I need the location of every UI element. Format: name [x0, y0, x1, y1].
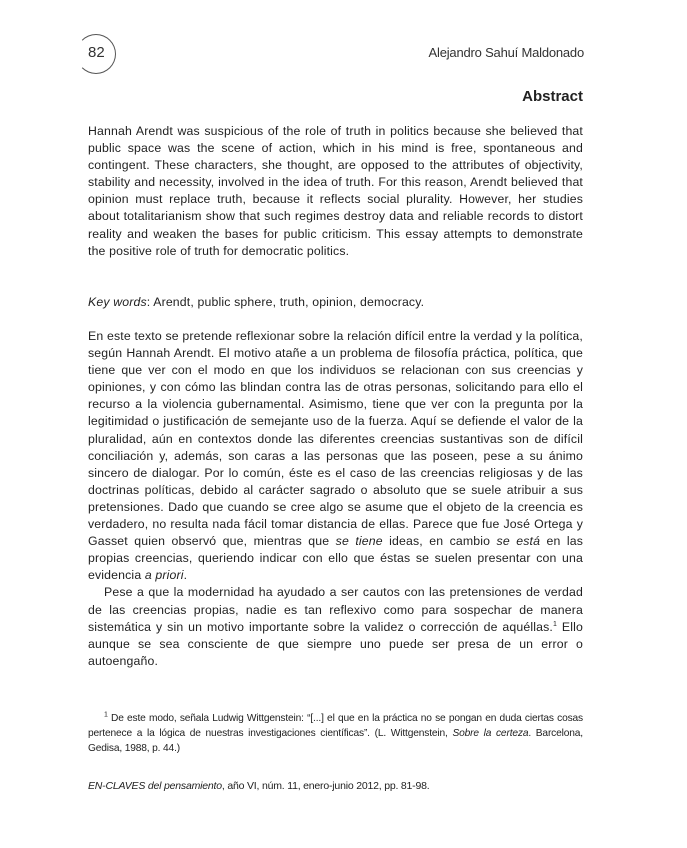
- body-p2-text-b: Ello aunque se sea consciente de que siempre uno puede ser presa de un error o autoengaño.: [88, 619, 584, 668]
- body-paragraph-2: [88, 584, 583, 669]
- footnote-reference[interactable]: 1: [553, 620, 558, 628]
- footnote-text-a: De este modo, señala Ludwig Wittgenstein: “[...] el que en la práctica no se pongan en duda ciertas cosas pertenece a la lógica de nuestras investigaciones científicas”. (L. Wittgenstein,: [88, 713, 583, 739]
- body-p1-italic-se-tiene: se tiene: [335, 534, 383, 549]
- footnote-text-b: . Barcelona, Gedisa, 1988, p. 44.): [88, 728, 583, 754]
- journal-footer: [88, 780, 429, 792]
- body-paragraph-1: [88, 328, 583, 584]
- body-p1-text-a: En este texto se pretende reflexionar sobre la relación difícil entre la verdad y la política, según Hannah Arendt. El motivo atañe a un problema de filosofía práctica, política, que tiene que ver con el modo en que los individuos se relacionan con sus creencias y opiniones, y con cómo las blindan contra las de otras personas, solicitando para ello el recurso a la violencia gubernamental. Asimismo, tiene que ver con la pregunta por la legitimidad o justificación de semejante uso de la fuerza. Aquí se defiende el valor de la pluralidad, aún en contextos donde las diferentes creencias sustantivas son de difícil conciliación y, además, son caras a las personas que las poseen, pese a su ánimo sincero de dialogar. Por lo común, éste es el caso de las creencias religiosas y de las doctrinas políticas, debido al carácter sagrado o absoluto que se suele atribuir a sus pretensiones. Dado que cuando se cree algo se asume que el objeto de la creencia es verdadero, no resulta nada fácil tomar distancia de ellas. Parece que fue José Ortega y Gasset quien observó que, mientras que: [88, 329, 583, 549]
- running-header-author: Alejandro Sahuí Maldonado: [428, 45, 584, 60]
- journal-name: EN-CLAVES del pensamiento: [88, 780, 222, 792]
- body-text: [88, 328, 583, 670]
- keywords-list: : Arendt, public sphere, truth, opinion, democracy.: [146, 295, 425, 309]
- footnote-marker: 1: [104, 711, 108, 719]
- footnote: [88, 711, 583, 756]
- abstract-body: Hannah Arendt was suspicious of the role of truth in politics because she believed that public space was the scene of action, which in his mind is free, spontaneous and contingent. These characters, she thought, are opposed to the attributes of objectivity, stability and necessity, involved in the idea of truth. For this reason, Arendt believed that opinion must replace truth, because it reflects social plurality. However, her studies about totalitarianism show that such regimes destroy data and reliable records to distort reality and weaken the bases for public criticism. This essay attempts to demonstrate the positive role of truth for democratic politics.: [88, 124, 583, 258]
- body-p1-text-b: ideas, en cambio: [382, 534, 497, 549]
- abstract-heading: Abstract: [522, 88, 583, 105]
- page-number: 82: [88, 44, 105, 61]
- body-p2-text-a: Pese a que la modernidad ha ayudado a ser cautos con las pretensiones de verdad de las creencias propias, nadie es tan reflexivo como para sospechar de manera sistemática y sin un motivo importante sobre la validez o corrección de aquéllas.: [88, 585, 583, 634]
- body-p1-text-c: en las propias creencias, queriendo indicar con ello que éstas se suelen presentar con una evidencia: [88, 534, 583, 583]
- keywords: [88, 294, 583, 311]
- body-p1-text-d: .: [183, 568, 188, 583]
- keywords-label: Key words: [88, 295, 147, 309]
- body-p1-italic-se-esta: se está: [496, 534, 541, 549]
- footnote-book-title: Sobre la certeza: [452, 728, 529, 739]
- body-p1-italic-a-priori: a priori: [144, 568, 184, 583]
- journal-citation: , año VI, núm. 11, enero-junio 2012, pp. 81-98.: [221, 780, 430, 792]
